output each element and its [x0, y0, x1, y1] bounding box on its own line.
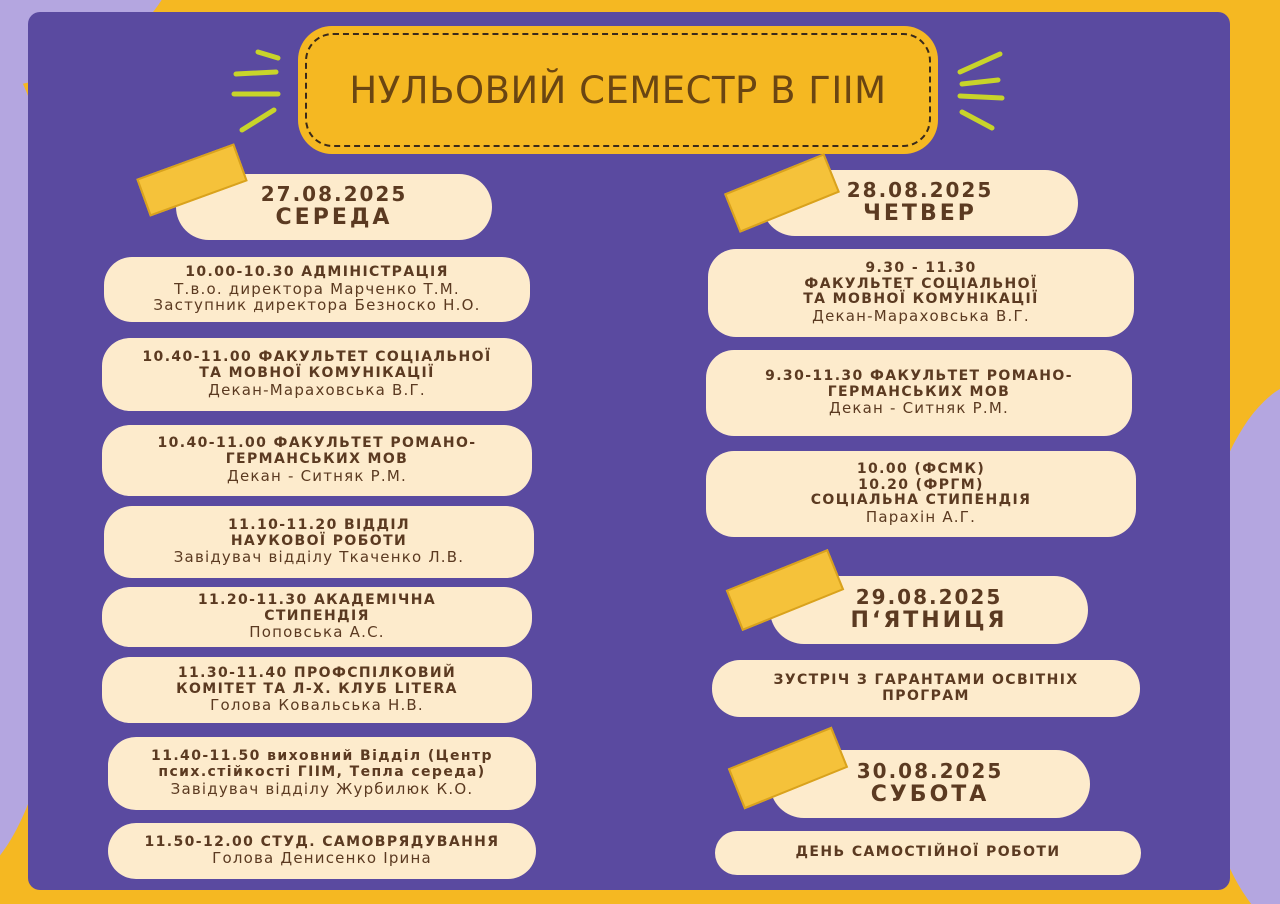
- event-title: ДЕНЬ САМОСТІЙНОЇ РОБОТИ: [795, 844, 1061, 861]
- day-date: 28.08.2025: [846, 178, 994, 203]
- event-title: 11.30-11.40 ПРОФСПІЛКОВИЙ: [177, 664, 457, 681]
- day-weekday: СЕРЕДА: [275, 204, 393, 230]
- event-title: ГЕРМАНСЬКИХ МОВ: [225, 451, 409, 468]
- sparkle-icon: [228, 44, 288, 134]
- event-title: ТА МОВНОЇ КОМУНІКАЦІЇ: [199, 365, 435, 382]
- event-person: Завідувач відділу Журбилюк К.О.: [170, 779, 474, 798]
- event-card: [102, 338, 532, 411]
- event-title: 11.10-11.20 ВІДДІЛ: [227, 516, 411, 533]
- event-person: Голова Денисенко Ірина: [212, 849, 432, 868]
- page-title: НУЛЬОВИЙ СЕМЕСТР В ГІІМ: [349, 68, 887, 112]
- event-card: [715, 831, 1141, 875]
- event-card: [108, 823, 536, 879]
- event-card: [104, 506, 534, 578]
- event-title: псих.стійкості ГІІМ, Тепла середа): [158, 764, 486, 781]
- event-person: Парахін А.Г.: [865, 508, 977, 527]
- event-card: [708, 249, 1134, 337]
- title-box: [298, 26, 938, 154]
- event-title: 10.20 (ФРГМ): [858, 476, 984, 493]
- event-person: Завідувач відділу Ткаченко Л.В.: [173, 548, 465, 567]
- day-weekday: ЧЕТВЕР: [863, 200, 977, 226]
- event-title: НАУКОВОЇ РОБОТИ: [230, 532, 408, 549]
- event-title: 10.40-11.00 ФАКУЛЬТЕТ СОЦІАЛЬНОЇ: [142, 349, 492, 366]
- event-title: 11.50-12.00 СТУД. САМОВРЯДУВАННЯ: [144, 833, 500, 850]
- day-date: 27.08.2025: [260, 182, 408, 207]
- event-title: СТИПЕНДІЯ: [264, 607, 370, 624]
- event-title: 11.40-11.50 виховний Відділ (Центр: [151, 748, 493, 765]
- event-card: [102, 425, 532, 496]
- event-title: 9.30 - 11.30: [865, 260, 977, 277]
- event-title: ПРОГРАМ: [882, 687, 970, 704]
- day-date: 29.08.2025: [855, 585, 1003, 610]
- event-title: ЗУСТРІЧ З ГАРАНТАМИ ОСВІТНІХ: [773, 671, 1079, 688]
- event-card: [108, 737, 536, 810]
- event-title: 10.00-10.30 АДМІНІСТРАЦІЯ: [185, 263, 449, 280]
- sparkle-icon: [950, 44, 1010, 134]
- event-person: Декан - Ситняк Р.М.: [829, 399, 1009, 418]
- event-card: [104, 257, 530, 322]
- event-title: ГЕРМАНСЬКИХ МОВ: [827, 383, 1011, 400]
- event-card: [712, 660, 1140, 717]
- day-date: 30.08.2025: [856, 759, 1004, 784]
- event-title: 10.00 (ФСМК): [856, 461, 986, 478]
- event-title: 11.20-11.30 АКАДЕМІЧНА: [197, 591, 437, 608]
- event-card: [706, 451, 1136, 537]
- event-title: СОЦІАЛЬНА СТИПЕНДІЯ: [810, 492, 1032, 509]
- event-card: [102, 657, 532, 723]
- day-weekday: П‘ЯТНИЦЯ: [850, 607, 1008, 633]
- event-title: ТА МОВНОЇ КОМУНІКАЦІЇ: [803, 291, 1039, 308]
- event-person: Декан - Ситняк Р.М.: [227, 466, 407, 485]
- event-person: Голова Ковальська Н.В.: [210, 696, 424, 715]
- event-card: [706, 350, 1132, 436]
- event-title: КОМІТЕТ ТА Л-Х. КЛУБ LITERA: [176, 680, 458, 697]
- event-title: ФАКУЛЬТЕТ СОЦІАЛЬНОЇ: [804, 275, 1038, 292]
- event-person: Т.в.о. директора Марченко Т.М.: [174, 279, 460, 298]
- event-card: [102, 587, 532, 647]
- event-person: Декан-Мараховська В.Г.: [208, 380, 426, 399]
- event-person: Декан-Мараховська В.Г.: [812, 307, 1030, 326]
- event-person: Поповська А.С.: [249, 623, 385, 642]
- day-weekday: СУБОТА: [870, 781, 990, 807]
- event-person: Заступник директора Безноско Н.О.: [153, 296, 481, 315]
- event-title: 10.40-11.00 ФАКУЛЬТЕТ РОМАНО-: [157, 435, 477, 452]
- event-title: 9.30-11.30 ФАКУЛЬТЕТ РОМАНО-: [765, 367, 1073, 384]
